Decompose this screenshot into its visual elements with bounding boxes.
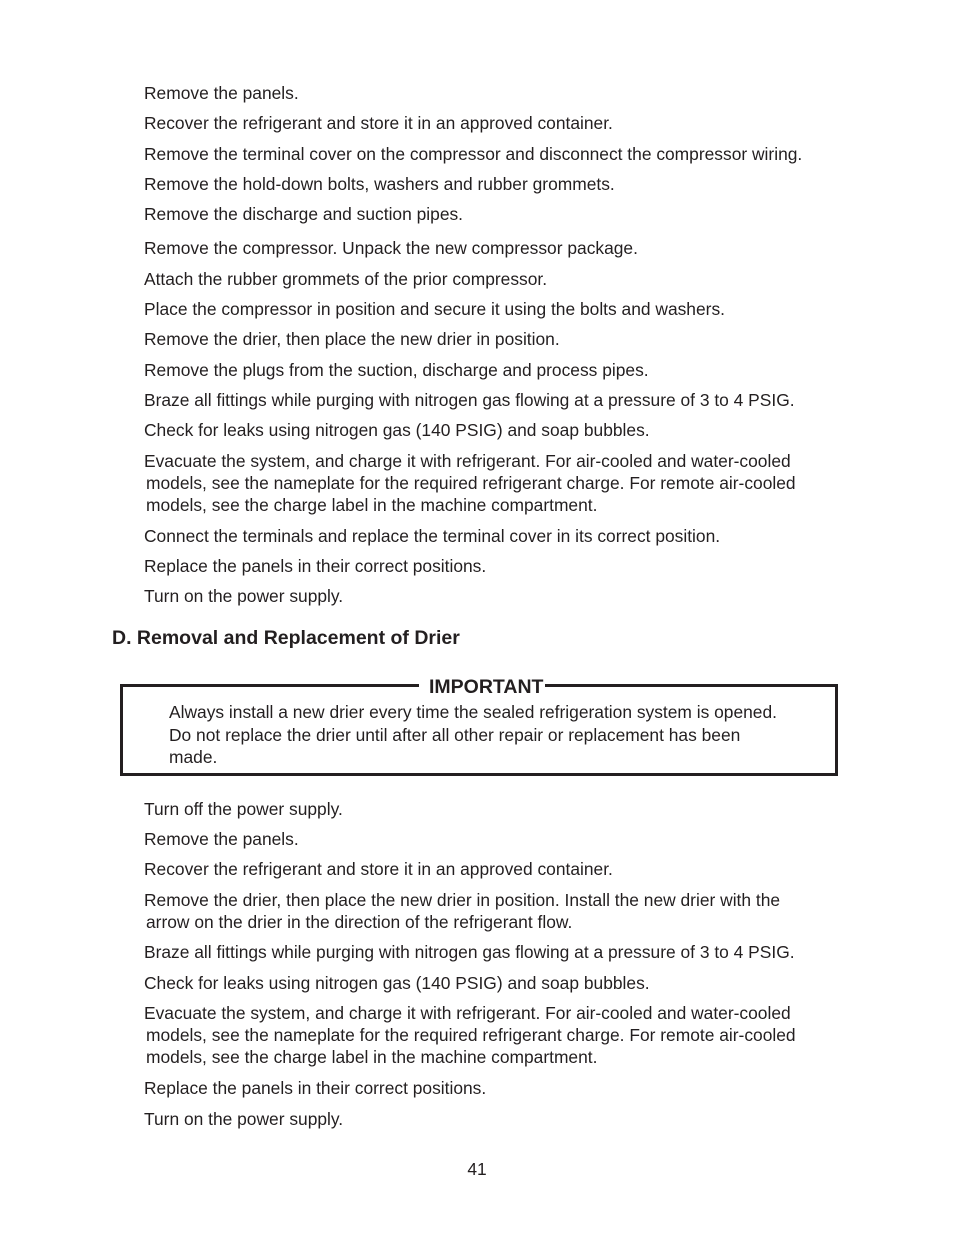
step-text: Turn on the power supply. <box>144 1109 344 1129</box>
step-text: Turn on the power supply. <box>144 586 344 606</box>
step-text: Remove the terminal cover on the compressor and disconnect the compressor wiring. <box>144 144 803 164</box>
step-text: Remove the drier, then place the new drier in position. <box>144 329 560 349</box>
step-text: Remove the panels. <box>144 829 299 849</box>
step-text: arrow on the drier in the direction of the refrigerant flow. <box>146 912 573 932</box>
step-text: models, see the nameplate for the required refrigerant charge. For remote air-cooled <box>146 1025 796 1045</box>
page-number: 41 <box>467 1159 487 1179</box>
step-text: Remove the plugs from the suction, discharge and process pipes. <box>144 360 649 380</box>
step-text: Connect the terminals and replace the terminal cover in its correct position. <box>144 526 721 546</box>
step-text: Replace the panels in their correct positions. <box>144 556 487 576</box>
step-text: Remove the panels. <box>144 83 299 103</box>
step-text: models, see the nameplate for the required refrigerant charge. For remote air-cooled <box>146 473 796 493</box>
step-text: Recover the refrigerant and store it in an approved container. <box>144 113 613 133</box>
step-text: Replace the panels in their correct positions. <box>144 1078 487 1098</box>
step-text: Attach the rubber grommets of the prior compressor. <box>144 269 548 289</box>
important-line: Do not replace the drier until after all other repair or replacement has been <box>169 725 741 745</box>
step-text: Remove the compressor. Unpack the new compressor package. <box>144 238 638 258</box>
step-text: Remove the discharge and suction pipes. <box>144 204 464 224</box>
step-text: Evacuate the system, and charge it with refrigerant. For air-cooled and water-cooled <box>144 1003 791 1023</box>
important-line: made. <box>169 747 218 767</box>
step-text: Braze all fittings while purging with nitrogen gas flowing at a pressure of 3 to 4 PSIG. <box>144 942 795 962</box>
step-text: Evacuate the system, and charge it with refrigerant. For air-cooled and water-cooled <box>144 451 791 471</box>
step-text: Remove the drier, then place the new drier in position. Install the new drier with the <box>144 890 781 910</box>
section-heading: D. Removal and Replacement of Drier <box>112 627 460 649</box>
step-text: Check for leaks using nitrogen gas (140 PSIG) and soap bubbles. <box>144 420 650 440</box>
step-text: Braze all fittings while purging with nitrogen gas flowing at a pressure of 3 to 4 PSIG. <box>144 390 795 410</box>
step-text: Recover the refrigerant and store it in an approved container. <box>144 859 613 879</box>
important-notice-box <box>120 676 838 776</box>
step-text: Remove the hold-down bolts, washers and rubber grommets. <box>144 174 615 194</box>
step-text: Turn off the power supply. <box>144 799 343 819</box>
step-text: models, see the charge label in the machine compartment. <box>146 495 598 515</box>
step-text: Check for leaks using nitrogen gas (140 PSIG) and soap bubbles. <box>144 973 650 993</box>
important-title: IMPORTANT <box>419 677 545 697</box>
important-line: Always install a new drier every time the sealed refrigeration system is opened. <box>169 702 777 722</box>
step-text: Place the compressor in position and secure it using the bolts and washers. <box>144 299 725 319</box>
step-text: models, see the charge label in the machine compartment. <box>146 1047 598 1067</box>
